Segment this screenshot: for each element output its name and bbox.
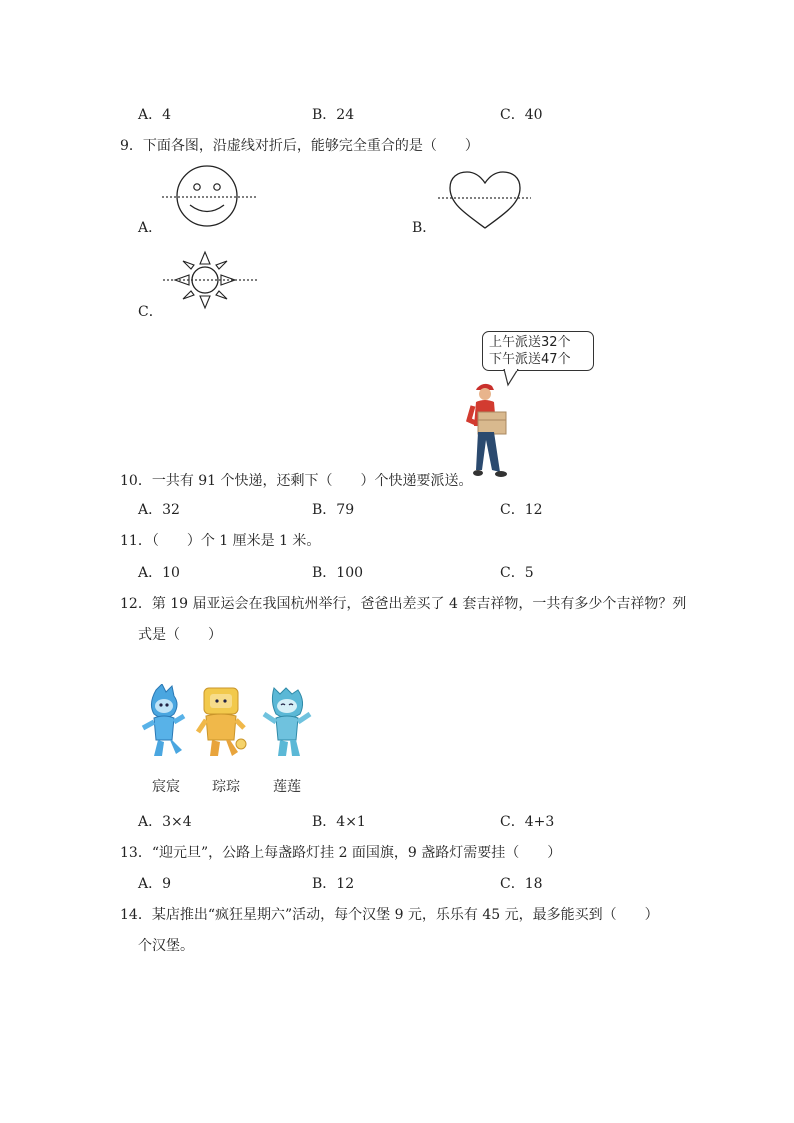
asian-games-mascots-illustration — [140, 684, 330, 764]
q8-option-a: A．4 — [138, 107, 172, 123]
q12-stem-line-1: 12．第 19 届亚运会在我国杭州举行，爸爸出差买了 4 套吉祥物，一共有多少个吉祥物？列 — [120, 596, 687, 612]
q9-label-a: A． — [138, 220, 163, 236]
q11-option-c: C．5 — [500, 565, 534, 581]
q8-option-b: B．24 — [312, 107, 355, 123]
q14-stem-line-2: 个汉堡。 — [138, 938, 194, 954]
mascot-congcong — [198, 688, 246, 756]
q13-option-a: A．9 — [138, 876, 172, 892]
q9-stem: 9．下面各图，沿虚线对折后，能够完全重合的是（ ） — [120, 138, 479, 154]
bubble-line-1: 上午派送32个 — [489, 335, 571, 350]
q13-stem: 13．“迎元旦”，公路上每盏路灯挂 2 面国旗，9 盏路灯需要挂（ ） — [120, 845, 562, 861]
sun-figure — [160, 246, 260, 316]
q11-option-a: A．10 — [138, 565, 180, 581]
q9-label-b: B． — [412, 220, 437, 236]
mascot-name-chenchen: 宸宸 — [152, 779, 180, 795]
speech-bubble — [482, 331, 594, 371]
delivery-man-illustration — [464, 380, 520, 480]
q10-stem: 10．一共有 91 个快递，还剩下（ ）个快递要派送。 — [120, 473, 473, 489]
mascot-name-lianlian: 莲莲 — [273, 779, 301, 795]
q12-stem-line-2: 式是（ ） — [138, 627, 222, 643]
smiley-face-figure — [160, 160, 260, 232]
bubble-line-2: 下午派送47个 — [489, 352, 571, 367]
q10-option-b: B．79 — [312, 502, 355, 518]
q13-option-b: B．12 — [312, 876, 355, 892]
q13-option-c: C．18 — [500, 876, 543, 892]
mascot-name-congcong: 琮琮 — [212, 779, 240, 795]
q10-option-c: C．12 — [500, 502, 543, 518]
mascot-chenchen — [143, 684, 184, 756]
q14-stem-line-1: 14．某店推出“疯狂星期六”活动，每个汉堡 9 元，乐乐有 45 元，最多能买到（ ） — [120, 907, 659, 923]
heart-figure — [436, 168, 532, 232]
q11-stem: 11．（ ）个 1 厘米是 1 米。 — [120, 533, 321, 549]
q12-option-a: A．3×4 — [138, 814, 192, 830]
q9-label-c: C． — [138, 304, 163, 320]
mascot-lianlian — [264, 688, 310, 756]
q12-option-b: B．4×1 — [312, 814, 366, 830]
q8-option-c: C．40 — [500, 107, 543, 123]
q10-option-a: A．32 — [138, 502, 180, 518]
q11-option-b: B．100 — [312, 565, 364, 581]
q12-option-c: C．4+3 — [500, 814, 555, 830]
